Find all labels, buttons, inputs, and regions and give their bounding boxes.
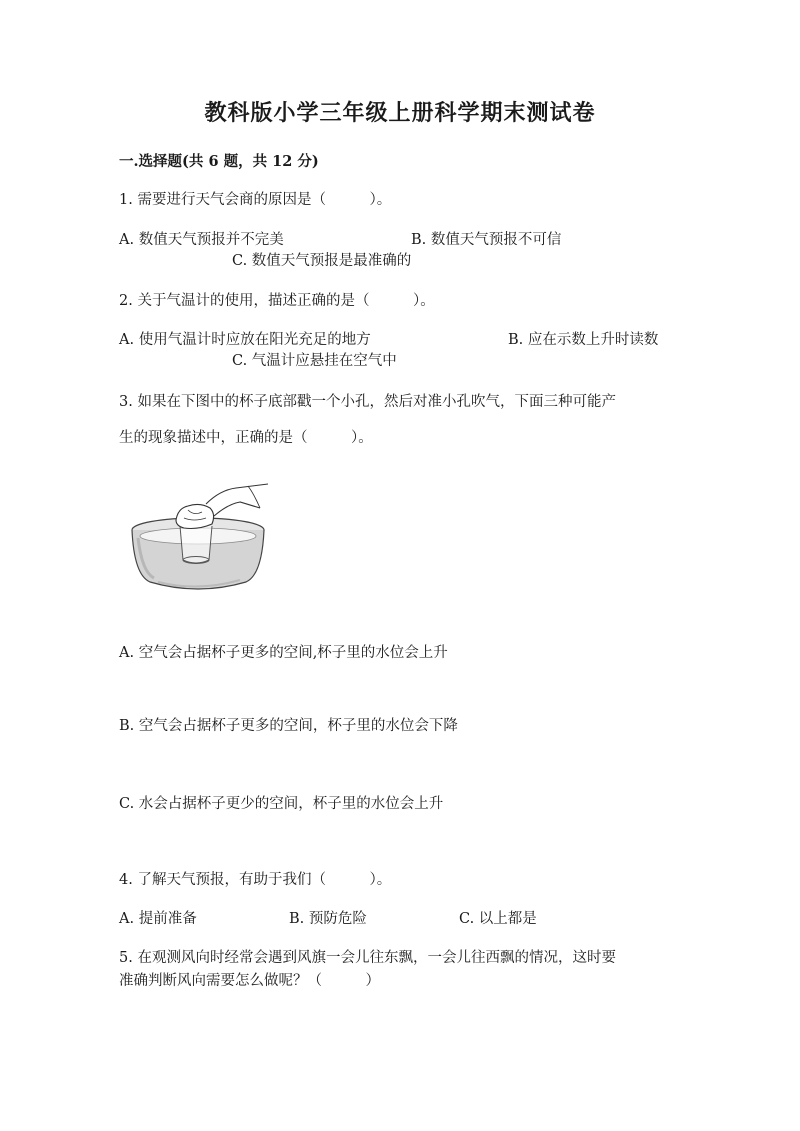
question-1-option-c: C. 数值天气预报是最准确的	[232, 253, 412, 269]
question-1-option-b: B. 数值天气预报不可信	[411, 232, 562, 248]
question-3-option-b: B. 空气会占据杯子更多的空间，杯子里的水位会下降	[119, 718, 458, 734]
question-2-option-a: A. 使用气温计时应放在阳光充足的地方	[119, 332, 371, 348]
section-heading: 一.选择题(共 6 题，共 12 分)	[119, 153, 319, 170]
question-5-stem-line-1: 5. 在观测风向时经常会遇到风旗一会儿往东飘，一会儿往西飘的情况，这时要	[119, 950, 616, 966]
question-2-option-c: C. 气温计应悬挂在空气中	[232, 353, 397, 369]
question-1-stem: 1. 需要进行天气会商的原因是（ ）。	[119, 192, 392, 208]
question-4-stem: 4. 了解天气预报，有助于我们（ ）。	[119, 872, 392, 888]
question-2-option-b: B. 应在示数上升时读数	[508, 332, 659, 348]
cup-in-basin-figure	[128, 480, 273, 600]
question-1-option-a: A. 数值天气预报并不完美	[119, 232, 284, 248]
page-title: 教科版小学三年级上册科学期末测试卷	[204, 100, 596, 126]
question-3-option-c: C. 水会占据杯子更少的空间，杯子里的水位会上升	[119, 796, 444, 812]
question-3-stem-line-1: 3. 如果在下图中的杯子底部戳一个小孔，然后对准小孔吹气，下面三种可能产	[119, 394, 616, 410]
question-2-stem: 2. 关于气温计的使用，描述正确的是（ ）。	[119, 293, 435, 309]
question-5-stem-line-2: 准确判断风向需要怎么做呢？（ ）	[119, 973, 380, 989]
question-4-option-b: B. 预防危险	[289, 911, 367, 927]
question-4-option-a: A. 提前准备	[119, 911, 197, 927]
question-3-stem-line-2: 生的现象描述中，正确的是（ ）。	[119, 430, 373, 446]
question-4-option-c: C. 以上都是	[459, 911, 537, 927]
question-3-option-a: A. 空气会占据杯子更多的空间,杯子里的水位会上升	[119, 645, 448, 661]
